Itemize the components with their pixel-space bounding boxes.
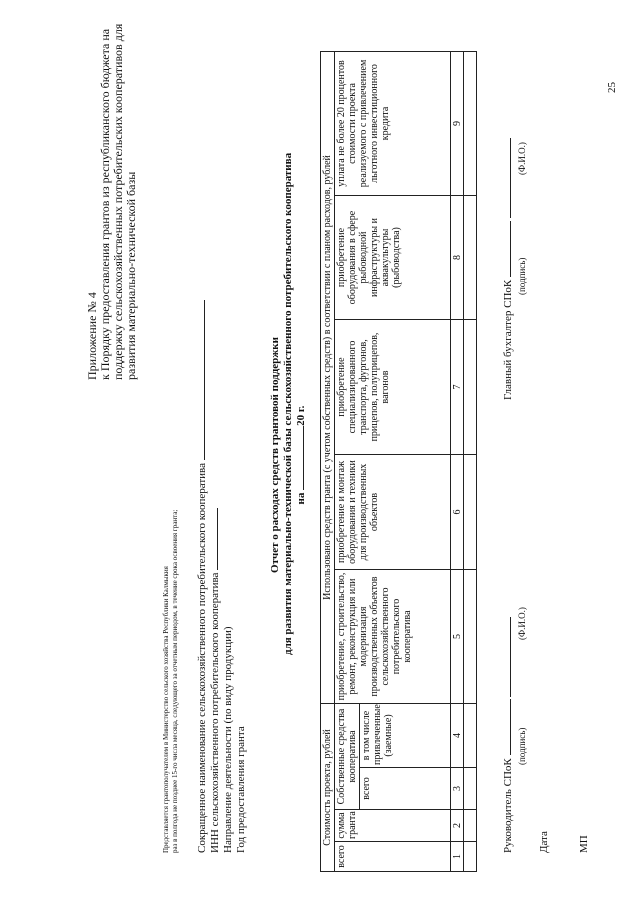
cooperative-fields [196, 300, 248, 853]
accountant-signature-caption [516, 258, 528, 295]
page-number-value: 25 [606, 82, 618, 93]
signature-block-head [502, 617, 514, 853]
page-number [606, 82, 618, 93]
col-fishery-equipment: приобретение оборудования в сфере рыбоводной инфраструктуры и аквакультуры (рыбоводства) [335, 196, 451, 320]
report-on-label: на [295, 492, 307, 505]
header-row-2 [335, 51, 360, 871]
accountant-fullname-label: (Ф.И.О.) [517, 142, 527, 175]
submission-note-line-2: раз в полгода не позднее 15-го числа месяца, следующего за отчетным периодом, в течение срока освоения гранта; [171, 509, 179, 853]
col-number: 7 [451, 320, 464, 455]
head-signature-label: (подпись) [517, 727, 527, 765]
accountant-signature-label: (подпись) [517, 257, 527, 295]
field-short-name [196, 300, 209, 853]
signature-block-accountant [502, 138, 514, 400]
col-number: 9 [451, 51, 464, 195]
submission-note [162, 510, 180, 853]
field-short-name-blank [204, 300, 205, 460]
report-date-blank [303, 426, 304, 490]
field-activity [222, 300, 235, 853]
appendix-line-3: развития материально-технической базы [124, 171, 138, 380]
field-inn-blank [217, 508, 218, 570]
field-inn-label: ИНН сельскохозяйственного потребительского кооператива [209, 572, 221, 853]
col-equipment: приобретение и монтаж оборудования и техники для производственных объектов [335, 455, 451, 570]
col-total: всего [335, 842, 451, 872]
header-row-1 [321, 51, 335, 871]
accountant-signer-label: Главный бухгалтер СПоК [502, 279, 514, 400]
appendix-line-1: к Порядку предоставления грантов из республиканского бюджета на [98, 28, 112, 380]
col-group-project-cost: Стоимость проекта, рублей [321, 704, 335, 872]
field-short-name-label: Сокращенное наименование сельскохозяйственного потребительского кооператива [196, 463, 208, 853]
head-fullname-label: (Ф.И.О.) [517, 607, 527, 640]
col-loan-payment: уплата не более 20 процентов стоимости проекта реализуемого с привлечением льготного инвестиционного кредита [335, 51, 451, 195]
report-title [269, 152, 308, 655]
date-label: Дата [538, 831, 550, 853]
col-own-total: всего [360, 768, 451, 810]
col-number: 8 [451, 196, 464, 320]
field-activity-label: Направление деятельности (по виду продукции) [222, 626, 234, 853]
head-fullname-caption [516, 607, 528, 640]
field-grant-year [235, 300, 248, 853]
column-numbers-row [451, 51, 464, 871]
col-group-used-funds: Использовано средств гранта (с учетом собственных средств) в соответствии с планом расходов, рублей [321, 51, 335, 703]
seal-placeholder [578, 835, 590, 853]
col-transport: приобретение специализированного транспорта, фургонов, прицепов, полуприцепов, вагонов [335, 320, 451, 455]
col-number: 2 [451, 810, 464, 842]
report-title-line-3 [295, 255, 308, 655]
field-inn [209, 300, 222, 853]
appendix-number: Приложение № 4 [85, 292, 99, 380]
col-number: 6 [451, 455, 464, 570]
empty-data-row [464, 51, 477, 871]
col-own-borrowed: в том числе привлеченные (заемные) [360, 704, 451, 768]
head-signer-label: Руководитель СПоК [502, 758, 514, 853]
col-number: 5 [451, 570, 464, 704]
field-grant-year-label: Год предоставления гранта [235, 726, 247, 853]
col-group-own-funds: Собственные средства кооператива [335, 704, 360, 810]
appendix-annotation [86, 24, 138, 380]
col-number: 1 [451, 842, 464, 872]
submission-note-line-1: Представляется грантополучателем в Министерство сельского хозяйства Республики Калмыкия [162, 566, 170, 853]
col-facilities: приобретение, строительство, ремонт, реконструкция или модернизация производственных объектов сельскохозяйственного потребительского кооператива [335, 570, 451, 704]
report-title-line-1: Отчет о расходах средств грантовой поддержки [269, 337, 281, 573]
seal-label: МП [578, 835, 590, 853]
report-title-line-2: для развития материально-технической базы сельскохозяйственного потребительского кооператива [282, 152, 294, 655]
date-field [538, 831, 550, 853]
col-number: 3 [451, 768, 464, 810]
col-number: 4 [451, 704, 464, 768]
appendix-line-2: поддержку сельскохозяйственных потребительских кооперативов для [111, 23, 125, 380]
report-year: 20 г. [295, 405, 307, 426]
accountant-fullname-caption [516, 142, 528, 175]
col-grant-sum: сумма гранта [335, 810, 451, 842]
expense-report-table [320, 51, 477, 872]
head-signature-caption [516, 728, 528, 765]
